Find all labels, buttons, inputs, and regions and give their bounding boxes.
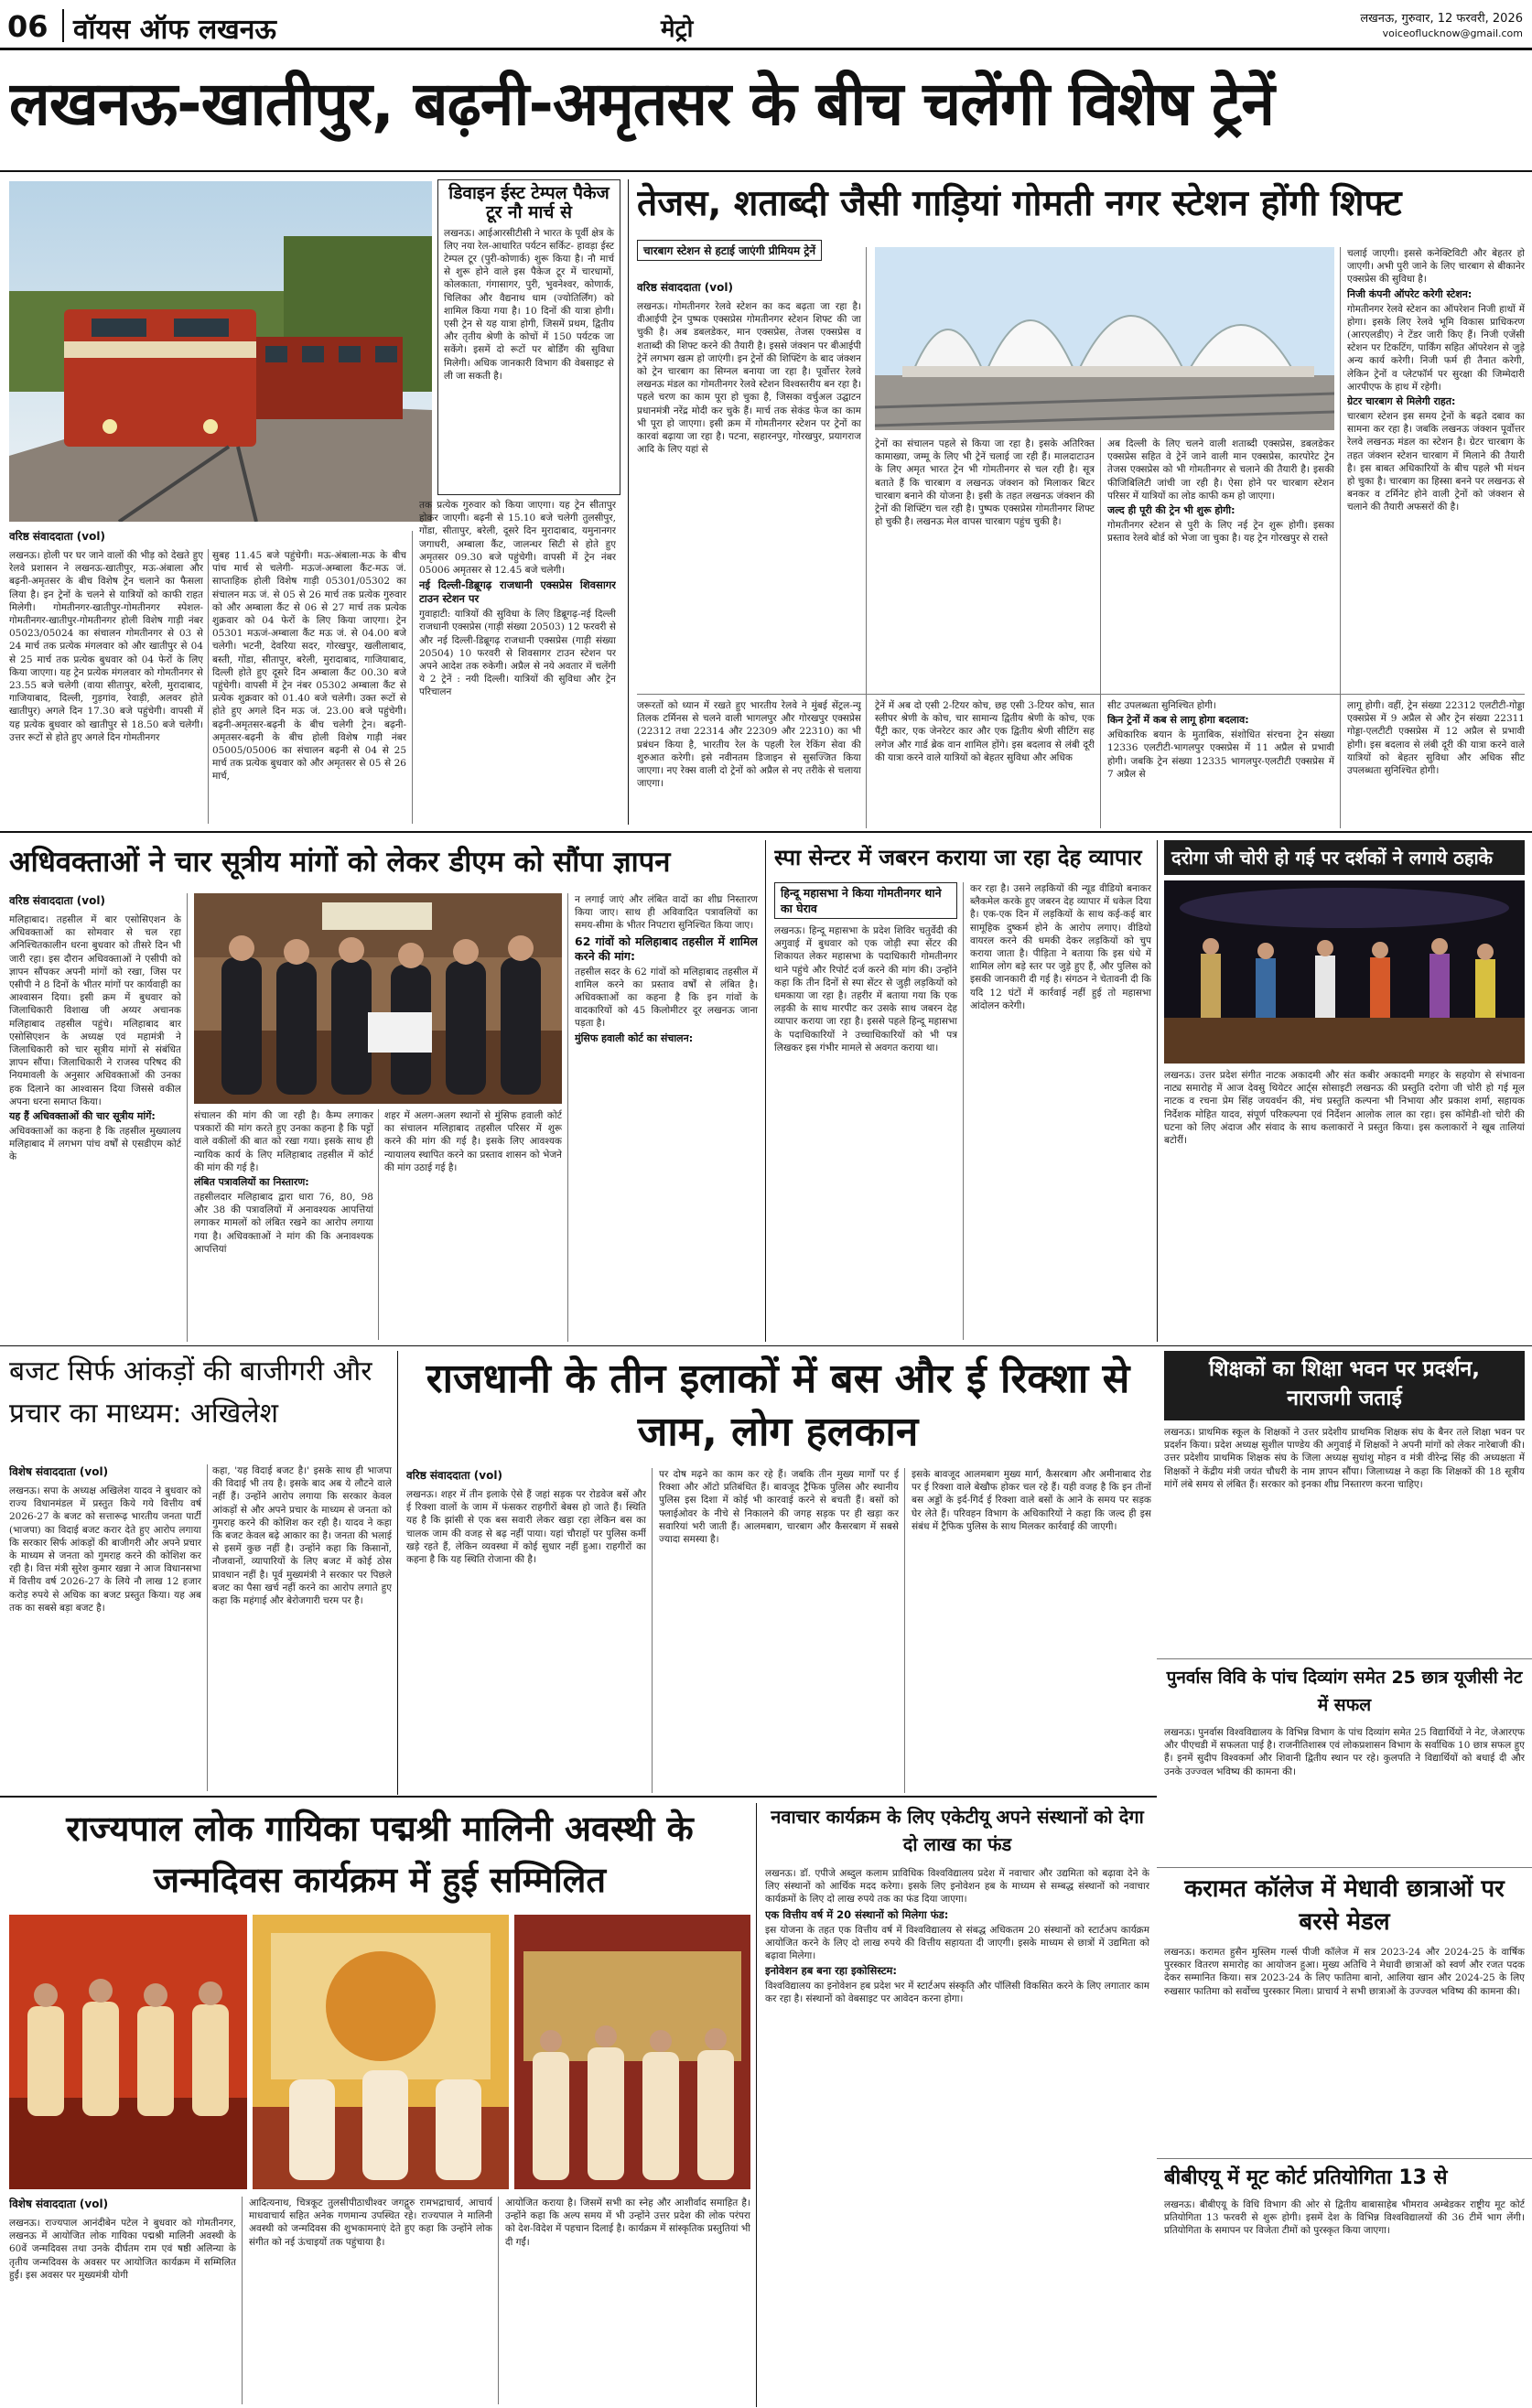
gomti-col4	[1347, 247, 1525, 689]
lawyers-col3-sub2: मुंसिफ हवाली कोर्ट का संचालन:	[575, 1031, 694, 1044]
karamat-body: लखनऊ। करामत हुसैन मुस्लिम गर्ल्स पीजी कॉलेज में सत्र 2023-24 और 2024-25 के वार्षिक पुरस्कार वितरण समारोह का आयोजन हुआ। मुख्य अतिथि ने मेधावी छात्राओं को स्वर्ण और रजत पदक देकर सम्मानित किया। सत्र 2023-24 के लिए फातिमा बानो, आलिया खान और 2024-25 के लिए रुखसार फातिमा को सर्वोच्च पुरस्कार मिला। प्राचार्य ने सभी छात्राओं के उज्ज्वल भविष्य की कामना की।	[1164, 1947, 1525, 1997]
karamat-headline: करामत कॉलेज में मेधावी छात्राओं पर बरसे मेडल	[1184, 1875, 1505, 1936]
gomti-col2: ट्रेनों का संचालन पहले से किया जा रहा है। इसके अतिरिक्त कामाख्या, जम्मू के लिए भी ट्रेनें चलाई जा रही हैं। मालदाटाउन के लिए अमृत भारत ट्रेन भी गोमतीनगर से चल रही है। सूत्र बताते हैं कि चारबाग व लखनऊ जंक्शन को मिलाकर बिटर चारबाग बनाने की योजना है। इसी के तहत लखनऊ जंक्शन की ट्रेनों की शिफ्टिंग चल रही है। पुष्पक एक्सप्रेस गोमतीनगर शिफ्ट हो चुकी है। लखनऊ मेल वापस चारबाग पहुंच चुकी है।	[875, 438, 1095, 528]
lawyers-col2-text: संचालन की मांग की जा रही है। कैम्प लगाकर पत्रकारों की मांग करते हुए उनका कहना है कि पट्टों वाले वकीलों की बात को रखा गया। इसके साथ ही न्यायिक कार्य के लिए मलिहाबाद तहसील में कोर्ट की मांग की गई है।	[194, 1110, 373, 1173]
innovation-body-wrap	[765, 1867, 1149, 2405]
spa-deck-tag: हिन्दू महासभा ने किया गोमतीनगर थाने का घेराव	[774, 882, 957, 919]
lead-col3	[419, 499, 616, 824]
lawyers-headline: अधिवक्ताओं ने चार सूत्रीय मांगों को लेकर डीएम को सौंपा ज्ञापन	[9, 846, 671, 879]
gomti-col3e-text: अधिकारिक बयान के मुताबिक, संशोधित संरचना ट्रेन संख्या 12336 एलटीटी-भागलपुर एक्सप्रेस में 11 अप्रैल से प्रभावी होगी। जबकि ट्रेन संख्या 12335 भागलपुर-एलटीटी एक्सप्रेस में 7 अप्रैल से	[1107, 729, 1334, 780]
teachers-headline: शिक्षकों का शिक्षा भवन पर प्रदर्शन, नाराजगी जताई	[1208, 1357, 1481, 1410]
page-number: 06	[7, 9, 49, 44]
daroga-headline-bar	[1164, 840, 1525, 875]
gomti-col3-sub: जल्द ही पूरी की ट्रेन भी शुरू होगी:	[1107, 504, 1235, 517]
tour-body: लखनऊ। आईआरसीटीसी ने भारत के पूर्वी क्षेत्र के लिए नया रेल-आधारित पर्यटन सर्किट- हावड़ा ईस्ट टेम्पल टूर (पुरी-कोणार्क) शुरू किया है। नौ मार्च से शुरू होने वाले इस पैकेज टूर में चारधामों, कोलकाता, गंगासागर, पुरी, भुवनेश्वर, कोणार्क, चिलिका और वैद्यनाथ धाम (ज्योतिर्लिंग) को शामिल किया गया है। 10 दिनों की यात्रा होगी। एसी ट्रेन से यह यात्रा होगी, जिसमें प्रथम, द्वितीय और तृतीय श्रेणी के कोचों में 150 पर्यटक जा सकेंगे। इसमें दो रूटों पर बोर्डिंग की सुविधा मिलेगी। अधिक जानकारी विभाग की वेबसाइट से ली जा सकती है।	[444, 227, 614, 382]
governor-photo-1	[9, 1915, 247, 2189]
gomti-col4-sub2: ग्रेटर चारबाग से मिलेगी राहत:	[1347, 395, 1456, 408]
lawyers-col3-sub: 62 गांवों को मलिहाबाद तहसील में शामिल करने की मांग:	[575, 934, 758, 963]
governor-byline: विशेष संवाददाता (vol)	[9, 2197, 109, 2210]
lead-headline: लखनऊ-खातीपुर, बढ़नी-अमृतसर के बीच चलेंगी विशेष ट्रेनें	[9, 69, 1274, 139]
tour-headline: डिवाइन ईस्ट टेम्पल पैकेज टूर नौ मार्च से	[448, 183, 610, 223]
lawyers-sub: यह हैं अधिवक्ताओं की चार सूत्रीय मांगें:	[9, 1110, 156, 1123]
gomti-col4c-text: चारबाग स्टेशन इस समय ट्रेनों के बढ़ते दबाव का सामना कर रहा है। जबकि लखनऊ जंक्शन पूर्वोत्तर रेलवे लखनऊ मंडल का स्टेशन है। ग्रेटर चारबाग के तहत जंक्शन स्टेशन चारबाग में मिलाने की तैयारी है। इस बाबत अधिकारियों के बीच पहले भी मंथन हो चुका है। चारबाग का हिस्सा बनने पर लखनऊ से बनकर व टर्मिनेट होने वाली ट्रेनों को जंक्शन से चलाने की तैयारी अफसरों की है।	[1347, 411, 1525, 513]
lawyers-col3c-text: शहर में अलग-अलग स्थानों से मुंसिफ हवाली कोर्ट का संचालन मलिहाबाद तहसील परिसर में शुरू करने की मांग की गई है। इसके लिए आवश्यक न्यायालय स्थापित करने का प्रस्ताव शासन को भेजने की मांग उठाई गई है।	[384, 1110, 562, 1173]
lawyers-photo	[194, 893, 562, 1104]
gomti-deck-tag: चारबाग स्टेशन से हटाई जाएंगी प्रीमियम ट्रेनें	[637, 240, 822, 261]
gomti-headline: तेजस, शताब्दी जैसी गाड़ियां गोमती नगर स्टेशन होंगी शिफ्ट	[637, 183, 1402, 224]
capital-headline: राजधानी के तीन इलाकों में बस और ई रिक्शा से जाम, लोग हलकान	[426, 1355, 1130, 1455]
budget-byline: विशेष संवाददाता (vol)	[9, 1465, 109, 1478]
lawyers-col3b-text: तहसील सदर के 62 गांवों को मलिहाबाद तहसील में शामिल करने का प्रस्ताव वर्षों से लंबित है। अधिवक्ताओं का कहना है कि इन गांवों के वादकारियों को 45 किलोमीटर दूर लखनऊ जाना पड़ता है।	[575, 966, 758, 1030]
spa-col2: कर रहा है। उसने लड़कियों की न्यूड वीडियो बनाकर ब्लैकमेल करके हुए जबरन देह व्यापार में धकेल दिया है। एक-एक दिन में लड़कियों के साथ कई-कई बार सामूहिक दुष्कर्म होने के आरोप लगाए। वीडियो वायरल करने की धमकी देकर लड़कियों को चुप कराया जाता है। पीड़िता ने बताया कि इस धंधे में शामिल लोग बड़े स्तर पर जुड़े हुए हैं, और पुलिस को इसकी जानकारी दी गई है। संगठन ने चेतावनी दी कि यदि 12 घंटों में कार्रवाई नहीं हुई तो महासभा आंदोलन करेगी।	[970, 883, 1151, 1011]
lawyers-col3	[575, 893, 758, 1340]
capital-col3: इसके बावजूद आलमबाग मुख्य मार्ग, कैसरबाग और अमीनाबाद रोड पर ई रिक्शा वाले बेखौफ होकर चल रहे हैं। यही वजह है कि इन तीनों बस अड्डों के इर्द-गिर्द ई रिक्शा वाले बसों के आने के समय पर सड़क घेर लेते हैं। परिवहन विभाग के अधिकारियों ने कहा कि जल्द ही इस संबंध में ट्रैफिक पुलिस के साथ मिलकर कार्रवाई की जाएगी।	[912, 1469, 1151, 1532]
gomti-col3c-text: गोमतीनगर स्टेशन से पुरी के लिए नई ट्रेन शुरू होगी। इसका प्रस्ताव रेलवे बोर्ड को भेजा जा चुका है। यह ट्रेन गोरखपुर से रास्ते	[1107, 520, 1334, 545]
daroga-body: लखनऊ। उत्तर प्रदेश संगीत नाटक अकादमी और संत कबीर अकादमी मगहर के सहयोग से संभावना नाट्य समारोह में आज देवसु थियेटर आर्ट्स सोसाइटी लखनऊ की प्रस्तुति दरोगा जी चोरी हो गई मूल नाटक व रचना प्रेम सिंह जयवर्धन की, मंच प्रस्तुति कल्पना भी निभाया और प्रकाश शर्मा, सहायक निर्देशक मोहित यादव, संपूर्ण परिकल्पना एवं निर्देशन आलोक लाल का रहा। इस कॉमेडी-शो चोरी की घटना को लिए अंदाज और संवाद के साथ कलाकारों ने प्रस्तुत किया। इस कलाकारों ने खूब तालियां बटोरीं।	[1164, 1070, 1525, 1147]
gomti-col1b: जरूरतों को ध्यान में रखते हुए भारतीय रेलवे ने मुंबई सेंट्रल-न्यू तिलक टर्मिनस से चलने वाली भागलपुर और गोरखपुर एक्सप्रेस (22312 तथा 22314 और 22309 और 22310) का भी प्रबंधन किया है, भारतीय रेल के पहली रेल रेकिंग सेवा की शुरुआत करेगी। इसे नवीनतम डिजाइन से सुसज्जित किया जाएगा। नए रेक्स वाली दो ट्रेनों को अप्रैल से नए तरीके से चलाया जाएगा।	[637, 700, 861, 790]
gomti-col4-sub: निजी कंपनी ऑपरेट करेगी स्टेशन:	[1347, 287, 1473, 300]
gomti-deck	[637, 240, 866, 261]
masthead	[0, 0, 1532, 51]
netexam-body: लखनऊ। पुनर्वास विश्वविद्यालय के विभिन्न विभाग के पांच दिव्यांग समेत 25 विद्यार्थियों ने नेट, जेआरएफ और पीएचडी में सफलता पाई है। राजनीतिशास्त्र एवं लोकप्रशासन विभाग के सर्वाधिक 10 छात्र सफल हुए हैं। इनमें सुदीप विश्वकर्मा और शिवानी द्वितीय स्थान पर रहे। कुलपति ने विद्यार्थियों को बधाई दी और उनके उज्ज्वल भविष्य की कामना की।	[1164, 1727, 1525, 1777]
gomti-byline: वरिष्ठ संवाददाता (vol)	[637, 281, 733, 294]
lead-col1: लखनऊ। होली पर घर जाने वालों की भीड़ को देखते हुए रेलवे प्रशासन ने लखनऊ-खातीपुर, मऊ-अंबाला और बढ़नी-अमृतसर के बीच विशेष ट्रेन चलाने का फैसला लिया है। इन ट्रेनों के चलने से यात्रियों को काफी राहत मिलेगी। गोमतीनगर-खातीपुर-गोमतीनगर स्पेशल- गोमतीनगर-खातीपुर-गोमतीनगर होली विशेष गाड़ी नंबर 05023/05024 का संचालन गोमतीनगर से 03 से 24 मार्च तक प्रत्येक मंगलवार को और खातीपुर से 04 से 25 मार्च तक प्रत्येक बुधवार को 04 फेरों के लिए किया जाएगा। यह ट्रेन प्रत्येक मंगलवार को गोमतीनगर से 23.55 बजे चलेगी (वाया सीतापुर, बरेली, मुरादाबाद, गाजियाबाद, दिल्ली, गुड़गांव, रेवाड़ी, अलवर होते खातीपुर) अगले दिन 17.30 बजे पहुंचेगी। वापसी में यह प्रत्येक बुधवार को खातीपुर से 18.50 बजे चलेगी। उत्तर रूटों से होते हुए अगले दिन गोमतीनगर	[9, 550, 203, 743]
capital-byline: वरिष्ठ संवाददाता (vol)	[406, 1469, 502, 1482]
moot-headline: बीबीएयू में मूट कोर्ट प्रतियोगिता 13 से	[1164, 2166, 1448, 2189]
moot-body: लखनऊ। बीबीएयू के विधि विभाग की ओर से द्वितीय बाबासाहेब भीमराव अम्बेडकर राष्ट्रीय मूट कोर्ट प्रतियोगिता 13 फरवरी से शुरू होगी। इसमें देश के विभिन्न विश्वविद्यालयों की 36 टीमें भाग लेंगी। प्रतियोगिता के समापन पर विजेता टीमों को पुरस्कृत किया जाएगा।	[1164, 2199, 1525, 2237]
tour-box	[437, 179, 620, 495]
innovation-body3: विश्वविद्यालय का इनोवेशन हब प्रदेश भर में स्टार्टअप संस्कृति और पॉलिसी विकसित करने के लिए लगातार काम कर रहा है। संस्थानों को वेबसाइट पर आवेदन करना होगा।	[765, 1981, 1149, 2005]
gomti-col3d-text: सीट उपलब्धता सुनिश्चित होगी।	[1107, 700, 1216, 711]
innovation-body: लखनऊ। डॉ. एपीजे अब्दुल कलाम प्राविधिक विश्वविद्यालय प्रदेश में नवाचार और उद्यमिता को बढ़ावा देने के लिए संस्थानों को आर्थिक मदद करेगा। इसके लिए इनोवेशन हब के माध्यम से सम्बद्ध संस्थानों को नवाचार कार्यक्रमों के लिए दो लाख रुपये तक का फंड दिया जाएगा।	[765, 1868, 1149, 1906]
gomti-col2b: ट्रेनें में अब दो एसी 2-टियर कोच, छह एसी 3-टियर कोच, सात स्लीपर श्रेणी के कोच, चार सामान्य द्वितीय श्रेणी के कोच, एक पैंट्री कार, एक जेनरेटर कार और एक द्वितीय श्रेणी सीटिंग सह लगेज और गार्ड ब्रेक वान शामिल होंगे। इस बदलाव से लंबी दूरी की यात्रा करने वाले यात्रियों को बेहतर सुविधा और अधिक	[875, 700, 1095, 763]
dateline: लखनऊ, गुरुवार, 12 फरवरी, 2026	[1360, 12, 1523, 26]
innovation-headline: नवाचार कार्यक्रम के लिए एकेटीयू अपने संस्थानों को देगा दो लाख का फंड	[771, 1806, 1144, 1855]
lead-byline: वरिष्ठ संवाददाता (vol)	[9, 530, 105, 543]
train-photo	[9, 181, 432, 522]
gomti-col1: लखनऊ। गोमतीनगर रेलवे स्टेशन का कद बढ़ता जा रहा है। वीआईपी ट्रेन पुष्पक एक्सप्रेस गोमतीनगर स्टेशन शिफ्ट की जा चुकी है। अब डबलडेकर, मान एक्सप्रेस, तेजस एक्सप्रेस व शताब्दी की शिफ्ट करने की तैयारी है। इससे जंक्शन पर बीआईपी ट्रेनें लगभग खत्म हो जाएंगी। इन ट्रेनों की शिफ्टिंग के बाद जंक्शन को ट्रेन चारबाग का सिग्नल बनाया जा रहा है। पूर्वोत्तर रेलवे लखनऊ मंडल का गोमतीनगर रेलवे स्टेशन विश्वस्तरीय बन रहा है। पहले चरण का काम पूरा हो चुका है, जिसका वर्चुअल उद्घाटन प्रधानमंत्री नरेंद्र मोदी कर चुके हैं। मार्च तक सेकंड फेज का काम भी पूरा हो जाएगा। इसी क्रम में गोमतीनगर स्टेशन पर ट्रेनों का कारवां बढ़ाया जा रहा है। पटना, सहारनपुर, गोरखपुर, प्रयागराज आदि के लिए यहां से	[637, 301, 861, 456]
governor-col1: लखनऊ। राज्यपाल आनंदीबेन पटेल ने बुधवार को गोमतीनगर, लखनऊ में आयोजित लोक गायिका पद्मश्री मालिनी अवस्थी के 60वें जन्मदिवस तथा उनके दीर्घतम राम एवं षष्ठी अलिन्या के तृतीय जन्मदिवस के अवसर पर आयोजित कार्यक्रम में सम्मिलित हुईं। इस अवसर पर मुख्यमंत्री योगी	[9, 2218, 236, 2281]
governor-photo-2	[253, 1915, 509, 2189]
lead-col2: सुबह 11.45 बजे पहुंचेगी। मऊ-अंबाला-मऊ के बीच पांच मार्च से चलेगी- मऊजं-अम्बाला कैंट-मऊ जं. साप्ताहिक होली विशेष गाड़ी 05301/05302 का संचालन मऊ जं. से 05 से 26 मार्च तक प्रत्येक गुरुवार को और अम्बाला कैंट से 06 से 27 मार्च तक प्रत्येक शुक्रवार को 04 फेरों के लिए किया जाएगा। ट्रेन 05301 मऊजं-अम्बाला कैंट मऊ जं. से 04.00 बजे चलेगी। भटनी, देवरिया सदर, गोरखपुर, खलीलाबाद, बस्ती, गोंडा, सीतापुर, बरेली, मुरादाबाद, गाजियाबाद, दिल्ली होते हुए दूसरे दिन अम्बाला कैंट 00.30 बजे पहुंचेगी। वापसी में ट्रेन नंबर 05302 अम्बाला कैंट से प्रत्येक शुक्रवार को 01.40 बजे चलेगी। उक्त रूटों से होते हुए अगले दिन मऊ जं. 23.00 बजे पहुंचेगी। बढ़नी-अमृतसर-बढ़नी के बीच चलेगी ट्रेन। बढ़नी-अमृतसर-बढ़नी के बीच होली विशेष गाड़ी नंबर 05005/05006 का संचालन बढ़नी से 04 से 25 मार्च तक प्रत्येक बुधवार को और अमृतसर से 05 से 26 मार्च,	[212, 550, 406, 783]
daroga-headline: दरोगा जी चोरी हो गई पर दर्शकों ने लगाये ठहाके	[1171, 847, 1494, 869]
daroga-photo	[1164, 880, 1525, 1064]
gomti-col4-text: चलाई जाएगी। इससे कनेक्टिविटी और बेहतर हो जाएगी। अभी पुरी जाने के लिए चारबाग से बीकानेर एक्सप्रेस की सुविधा है।	[1347, 248, 1525, 286]
governor-col3: आयोजित कराया है। जिसमें सभी का स्नेह और आशीर्वाद समाहित है। उन्होंने कहा कि अल्प समय में भी उन्होंने उत्तर प्रदेश की लोक परंपरा को देश-विदेश में पहचान दिलाई है। कार्यक्रम में सांस्कृतिक प्रस्तुतियां भी दी गईं।	[505, 2197, 750, 2248]
lawyers-col3a	[384, 1109, 562, 1340]
netexam-headline: पुनर्वास विवि के पांच दिव्यांग समेत 25 छात्र यूजीसी नेट में सफल	[1166, 1668, 1523, 1715]
lawyers-col2b-text: तहसीलदार मलिहाबाद द्वारा धारा 76, 80, 98 और 38 की पत्रावलियों में अनावश्यक आपत्तियां लगाकर मामलों को लंबित रखने का आरोप लगाया गया है। अधिवक्ताओं ने मांग की कि अनावश्यक आपत्तियां	[194, 1192, 373, 1255]
budget-col2: कहा, 'यह विदाई बजट है।' इसके साथ ही भाजपा की विदाई भी तय है। इसके बाद अब ये लौटने वाले नहीं हैं। उन्होंने आरोप लगाया कि सरकार केवल आंकड़ों से और अपने प्रचार के माध्यम से जनता को गुमराह करने की कोशिश कर रही है। यादव ने कहा कि बजट केवल बढ़े आकार का है। जनता की भलाई से इसमें कुछ नहीं है। उन्होंने कहा कि किसानों, नौजवानों, व्यापारियों के लिए बजट में कोई ठोस प्रावधान नहीं है। पूर्व मुख्यमंत्री ने सरकार पर पिछले बजट का पैसा खर्च नहीं करने का आरोप लगाते हुए कहा कि महंगाई और बेरोजगारी चरम पर है।	[212, 1465, 392, 1607]
spa-headline: स्पा सेन्टर में जबरन कराया जा रहा देह व्यापार	[774, 845, 1142, 870]
innovation-body2: इस योजना के तहत एक वित्तीय वर्ष में विश्वविद्यालय से संबद्ध अधिकतम 20 संस्थानों को स्टार्टअप कार्यक्रम आयोजित करने के लिए दो लाख रुपये की वित्तीय सहायता दी जाएगी। इसके माध्यम से छात्रों में उद्यमिता को बढ़ावा मिलेगा।	[765, 1924, 1149, 1962]
lawyers-col1	[9, 913, 181, 1339]
gomti-col3-sub2: किन ट्रेनों में कब से लागू होगा बदलाव:	[1107, 714, 1249, 727]
capital-col1: लखनऊ। शहर में तीन इलाके ऐसे हैं जहां सड़क पर रोडवेज बसें और ई रिक्शा वालों के जाम में फंसकर राहगीरों बेबस हो जाते हैं। स्थिति यह है कि झांसी से एक बस सवारी लेकर खड़ा रहा लेकिन बस का चालक जाम की वजह से बढ़ नहीं पाया। यहां चौराहों पर पुलिस कर्मी खड़े रहते हैं, लेकिन व्यवस्था में कोई सुधार नहीं हुआ। राहगीरों का कहना है कि यह स्थिति रोजाना की है।	[406, 1489, 646, 1566]
capital-col2: पर दोष मढ़ने का काम कर रहे हैं। जबकि तीन मुख्य मार्गों पर ई रिक्शा और ऑटो प्रतिबंधित हैं। बावजूद ट्रैफिक पुलिस और स्थानीय पुलिस इस दिशा में कोई भी कारवाई करने से बचती हैं। बसों को फ्लाईओवर के नीचे से निकालने की जगह सड़क पर ही खड़ा कर सवारियां भरी जाती हैं। आलमबाग, चारबाग और कैसरबाग में सबसे ज्यादा समस्या है।	[659, 1469, 899, 1546]
governor-col2: आदित्यनाथ, चित्रकूट तुलसीपीठाधीश्वर जगद्गुरु रामभद्राचार्य, आचार्य माधवाचार्य सहित अनेक गणमान्य उपस्थित रहे। राज्यपाल ने मालिनी अवस्थी को जन्मदिवस की शुभकामनाएं देते हुए कहा कि उन्होंने लोक संगीत को नई ऊंचाइयों तक पहुंचाया है।	[249, 2197, 492, 2248]
station-photo	[875, 247, 1334, 430]
lawyers-col1b-text: अधिवक्ताओं का कहना है कि तहसील मुख्यालय मलिहाबाद में लगभग पांच वर्षों से एसडीएम कोर्ट के	[9, 1126, 181, 1163]
teachers-body: लखनऊ। प्राथमिक स्कूल के शिक्षकों ने उत्तर प्रदेशीय प्राथमिक शिक्षक संघ के बैनर तले शिक्षा भवन पर प्रदर्शन किया। प्रदेश अध्यक्ष सुशील पाण्डेय की अगुवाई में शिक्षकों ने अपनी मांगों को लेकर नारेबाजी की। उत्तर प्रदेशीय प्राथमिक शिक्षक संघ के जिला अध्यक्ष सुधांशु मोहन व मंत्री वीरेन्द्र सिंह की अध्यक्षता में शिक्षकों ने केंद्रीय मंत्री जयंत चौधरी के नाम ज्ञापन सौंपा। जिलाध्यक्ष ने कहा कि शिक्षकों की 18 सूत्रीय मांगें लंबे समय से लंबित हैं। सरकार को इनका शीघ्र निस्तारण करना चाहिए।	[1164, 1427, 1525, 1490]
gomti-col3-text: अब दिल्ली के लिए चलने वाली शताब्दी एक्सप्रेस, डबलडेकर एक्सप्रेस सहित वे ट्रेनें जाने वाली मान एक्सप्रेस, कारपोरेट ट्रेन तेजस एक्सप्रेस को भी गोमतीनगर से चलाने की तैयारी है। इसकी फीजिबिलिटी जांची जा रही है। ऐसा होने पर चारबाग स्टेशन परिसर में यात्रियों का लोड काफी कम हो जाएगा।	[1107, 438, 1334, 502]
spa-col1: लखनऊ। हिन्दू महासभा के प्रदेश शिविर चतुर्वेदी की अगुवाई में बुधवार को एक जोड़ी स्पा सेंटर की शिकायत लेकर महासभा के पदाधिकारी गोमतीनगर थाने पहुंचे और रिपोर्ट दर्ज करने की मांग की। उन्होंने कहा कि तीन दिनों से स्पा सेंटर से जुड़ी लड़कियों को धमकाया जा रहा है। तहरीर में बताया गया कि एक लड़की के साथ मारपीट कर उसके साथ जबरन देह व्यापार कराया जा रहा है। इससे पहले हिन्दू महासभा के पदाधिकारियों ने उच्चाधिकारियों को भी पत्र लिखकर इस गंभीर मामले से अवगत कराया था।	[774, 925, 957, 1053]
section-name: मेट्रो	[661, 16, 694, 43]
governor-photo-3	[514, 1915, 750, 2189]
governor-headline: राज्यपाल लोक गायिका पद्मश्री मालिनी अवस्थी के जन्मदिवस कार्यक्रम में हुई सम्मिलित	[66, 1809, 694, 1900]
innovation-sub: एक वित्तीय वर्ष में 20 संस्थानों को मिलेगा फंड:	[765, 1907, 949, 1921]
lawyers-col3-text: न लगाई जाएं और लंबित वादों का शीघ्र निस्तारण किया जाए। साथ ही अविवादित पत्रावलियों का समय-सीमा के भीतर निपटारा सुनिश्चित किया जाए।	[575, 894, 758, 932]
lawyers-col1-text: मलिहाबाद। तहसील में बार एसोसिएशन के अधिवक्ताओं का सोमवार से चल रहा अनिश्चितकालीन धरना बुधवार को तीसरे दिन भी जारी रहा। इस दौरान अधिवक्ताओं ने एसीपी को ज्ञापन सौंपकर अपनी मांगों को रखा, जिस पर एसीपी ने 8 दिनों के भीतर मांगों पर कार्यवाही का आश्वासन दिया। इसी क्रम में बुधवार को जिलाधिकारी विशाख जी अय्यर अचानक मलिहाबाद तहसील पहुंचे। मलिहाबाद बार एसोसिएशन के अध्यक्ष एवं महामंत्री ने जिलाधिकारी को चार सूत्रीय मांगों से संबंधित ज्ञापन सौंपा। जिलाधिकारी ने राजस्व परिषद की नियमावली के अनुसार अधिवक्ताओं की उनका हक दिलाने का आश्वासन दिया जिससे वकील अपना धरना समाप्त किया।	[9, 914, 181, 1107]
lead-subhead: नई दिल्ली-डिब्रूगढ़ राजधानी एक्सप्रेस शिवसागर टाउन स्टेशन पर	[419, 578, 616, 606]
gomti-col4b-text: गोमतीनगर रेलवे स्टेशन का ऑपरेशन निजी हाथों में होगा। इसके लिए रेलवे भूमि विकास प्राधिकरण (आरएलडीए) ने टेंडर जारी किए हैं। निजी एजेंसी स्टेशन पर टिकटिंग, पार्किंग सहित ऑपरेशन से जुड़े अन्य कार्य करेगी। निजी फर्म ही तैनात करेगी, लेकिन ट्रेनों व प्लेटफॉर्म पर सुरक्षा की जिम्मेदारी आरपीएफ के हाथ में रहेगी।	[1347, 303, 1525, 393]
email[interactable]: voiceoflucknow@gmail.com	[1382, 27, 1523, 39]
lawyers-col2	[194, 1109, 373, 1340]
budget-headline: बजट सिर्फ आंकड़ों की बाजीगरी और प्रचार का माध्यम: अखिलेश	[9, 1355, 372, 1430]
gomti-col3d	[1107, 699, 1334, 827]
innovation-sub2: इनोवेशन हब बना रहा इकोसिस्टम:	[765, 1964, 897, 1978]
teachers-headline-box	[1164, 1351, 1525, 1420]
paper-name: वॉयस ऑफ लखनऊ	[73, 14, 276, 46]
lawyers-byline: वरिष्ठ संवाददाता (vol)	[9, 894, 105, 907]
gomti-col3	[1107, 437, 1334, 689]
lead-col3b-text: गुवाहाटी: यात्रियों की सुविधा के लिए डिब्रूगढ़-नई दिल्ली राजधानी एक्सप्रेस (गाड़ी संख्या 20503) 12 फरवरी से और नई दिल्ली-डिब्रूगढ़ राजधानी एक्सप्रेस (गाड़ी संख्या 20504) 10 फरवरी से शिवसागर टाउन स्टेशन पर अपने आदेश तक रुकेगी। अप्रैल से नये अवतार में चलेंगी ये 2 ट्रेनें : नयी दिल्ली। यात्रियों की सुविधा और ट्रेन परिचालन	[419, 609, 616, 698]
budget-col1: लखनऊ। सपा के अध्यक्ष अखिलेश यादव ने बुधवार को राज्य विधानमंडल में प्रस्तुत किये गये वित्तीय वर्ष 2026-27 के बजट को सत्तारूढ़ भारतीय जनता पार्टी (भाजपा) का विदाई बजट करार देते हुए आरोप लगाया कि सरकार सिर्फ आंकड़ों की बाजीगरी और अपने प्रचार के माध्यम से जनता को गुमराह करने की कोशिश कर रही है। वित्त मंत्री सुरेश कुमार खन्ना ने आज विधानसभा में वित्तीय वर्ष 2026-27 के लिये नौ लाख 12 हजार करोड़ रुपये से अधिक का बजट प्रस्तुत किया। यह अब तक का सबसे बड़ा बजट है।	[9, 1485, 201, 1614]
spa-deck	[774, 882, 957, 919]
lead-col3-text: तक प्रत्येक गुरुवार को किया जाएगा। यह ट्रेन सीतापुर होकर जाएगी। बढ़नी से 15.10 बजे चलेगी तुलसीपुर, गोंडा, सीतापुर, बरेली, दूसरे दिन मुरादाबाद, यमुनानगर जगाधरी, अम्बाला कैंट, जालन्धर सिटी से होते हुए अमृतसर 09.30 बजे पहुंचेगी। वापसी में ट्रेन नंबर 05006 अमृतसर से 12.45 बजे चलेगी।	[419, 500, 616, 577]
gomti-col4d: लागू होगी। वहीं, ट्रेन संख्या 22312 एलटीटी-गोड्डा एक्सप्रेस में 9 अप्रैल से और ट्रेन संख्या 22311 गोड्डा-एलटीटी एक्सप्रेस में 12 अप्रैल से प्रभावी होगी। इस बदलाव से लंबी दूरी की यात्रा करने वाले यात्रियों को बेहतर सुविधा और अधिक सीट उपलब्धता सुनिश्चित होगी।	[1347, 700, 1525, 777]
lawyers-col2-sub: लंबित पत्रावलियों का निस्तारण:	[194, 1176, 309, 1189]
